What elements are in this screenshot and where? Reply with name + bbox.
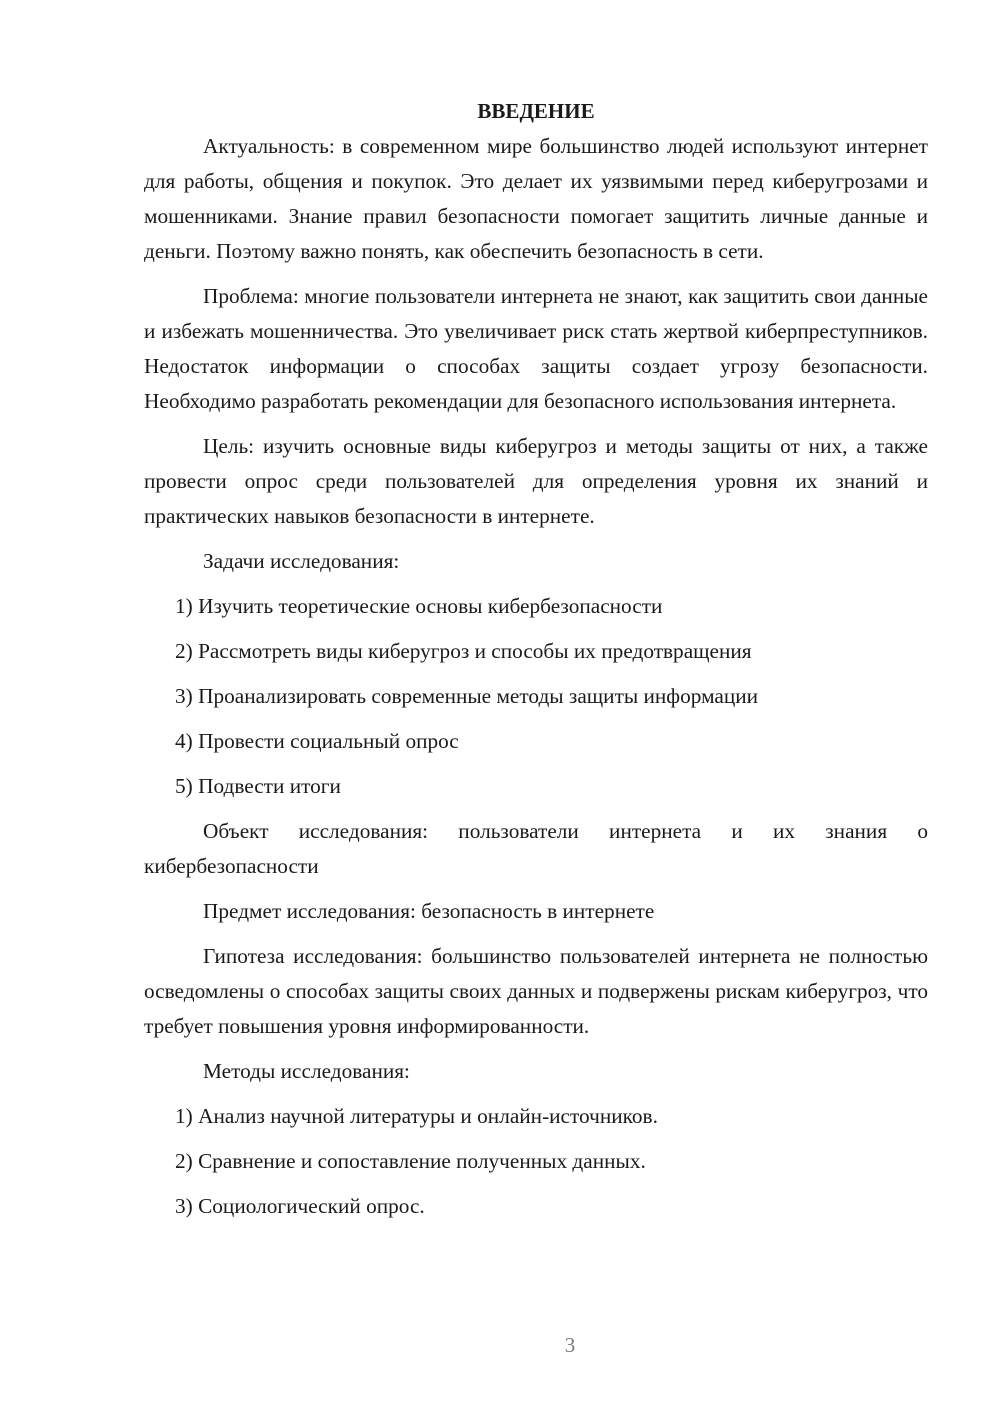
relevance-paragraph: Актуальность: в современном мире большинство людей используют интернет для работы, общения и покупок. Это делает их уязвимыми перед киберугрозами и мошенниками. Знание правил безопасности помогает защитить личные данные и деньги. Поэтому важно понять, как обеспечить безопасность в сети. (144, 134, 928, 263)
list-item: 2) Сравнение и сопоставление полученных данных. (175, 1149, 646, 1173)
list-item: 5) Подвести итоги (175, 774, 341, 798)
list-item: 4) Провести социальный опрос (175, 729, 459, 753)
methods-heading: Методы исследования: (203, 1059, 410, 1083)
goal-paragraph: Цель: изучить основные виды киберугроз и методы защиты от них, а также провести опрос среди пользователей для определения уровня их знаний и практических навыков безопасности в интернете. (144, 434, 928, 528)
subject-paragraph: Предмет исследования: безопасность в интернете (203, 899, 655, 923)
object-paragraph: Объект исследования: пользователи интернета и их знания о кибербезопасности (144, 819, 928, 878)
section-title: ВВЕДЕНИЕ (477, 99, 595, 123)
problem-paragraph: Проблема: многие пользователи интернета не знают, как защитить свои данные и избежать мошенничества. Это увеличивает риск стать жертвой киберпреступников. Недостаток информации о способах защиты создает угрозу безопасности. Необходимо разработать рекомендации для безопасного использования интернета. (144, 284, 928, 413)
page-number: 3 (564, 1333, 576, 1357)
document-page (144, 96, 928, 1234)
list-item: 3) Социологический опрос. (175, 1194, 425, 1218)
list-item: 2) Рассмотреть виды киберугроз и способы их предотвращения (175, 639, 752, 663)
list-item: 1) Изучить теоретические основы кибербезопасности (175, 594, 663, 618)
hypothesis-paragraph: Гипотеза исследования: большинство пользователей интернета не полностью осведомлены о способах защиты своих данных и подвержены рискам киберугроз, что требует повышения уровня информированности. (144, 944, 928, 1038)
list-item: 3) Проанализировать современные методы защиты информации (175, 684, 759, 708)
tasks-heading: Задачи исследования: (203, 549, 400, 573)
list-item: 1) Анализ научной литературы и онлайн-источников. (175, 1104, 658, 1128)
